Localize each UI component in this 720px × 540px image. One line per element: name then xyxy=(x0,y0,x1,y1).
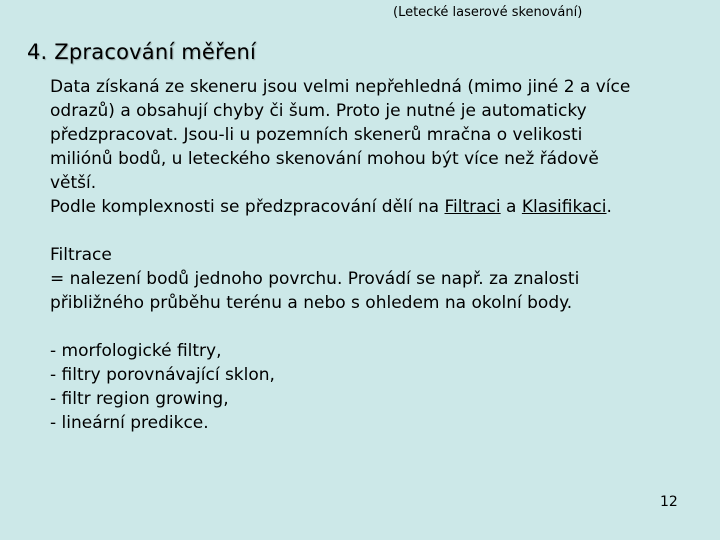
line-prefix: Podle komplexnosti se předzpracování dělí na xyxy=(50,197,445,217)
list-item: - morfologické filtry, xyxy=(50,341,222,361)
page-number: 12 xyxy=(660,494,678,510)
list-item: - filtry porovnávající sklon, xyxy=(50,365,275,385)
paragraph-line: větší. xyxy=(50,173,97,193)
paragraph-line: = nalezení bodů jednoho povrchu. Provádí se např. za znalosti xyxy=(50,269,580,289)
paragraph-line-with-links xyxy=(50,195,690,219)
connector-text: a xyxy=(500,197,522,217)
klasifikace-link[interactable]: Klasifikaci xyxy=(521,197,607,217)
paragraph-line: miliónů bodů, u leteckého skenování mohou být více než řádově xyxy=(50,149,599,169)
header-note: (Letecké laserové skenování) xyxy=(393,5,583,20)
filter-methods-list xyxy=(50,339,690,435)
line-suffix: . xyxy=(606,197,612,217)
paragraph-line: odrazů) a obsahují chyby či šum. Proto je nutné je automaticky xyxy=(50,101,587,121)
paragraph-line: Data získaná ze skeneru jsou velmi nepřehledná (mimo jiné 2 a více xyxy=(50,77,631,97)
paragraph-line: přibližného průběhu terénu a nebo s ohledem na okolní body. xyxy=(50,293,573,313)
filtrace-section xyxy=(50,243,690,315)
intro-paragraph xyxy=(50,75,690,219)
filtrace-link[interactable]: Filtraci xyxy=(444,197,501,217)
paragraph-line: předzpracovat. Jsou-li u pozemních skenerů mračna o velikosti xyxy=(50,125,583,145)
filtrace-heading: Filtrace xyxy=(50,245,112,265)
slide-title: 4. Zpracování měření xyxy=(27,40,257,64)
list-item: - lineární predikce. xyxy=(50,413,209,433)
list-item: - filtr region growing, xyxy=(50,389,229,409)
